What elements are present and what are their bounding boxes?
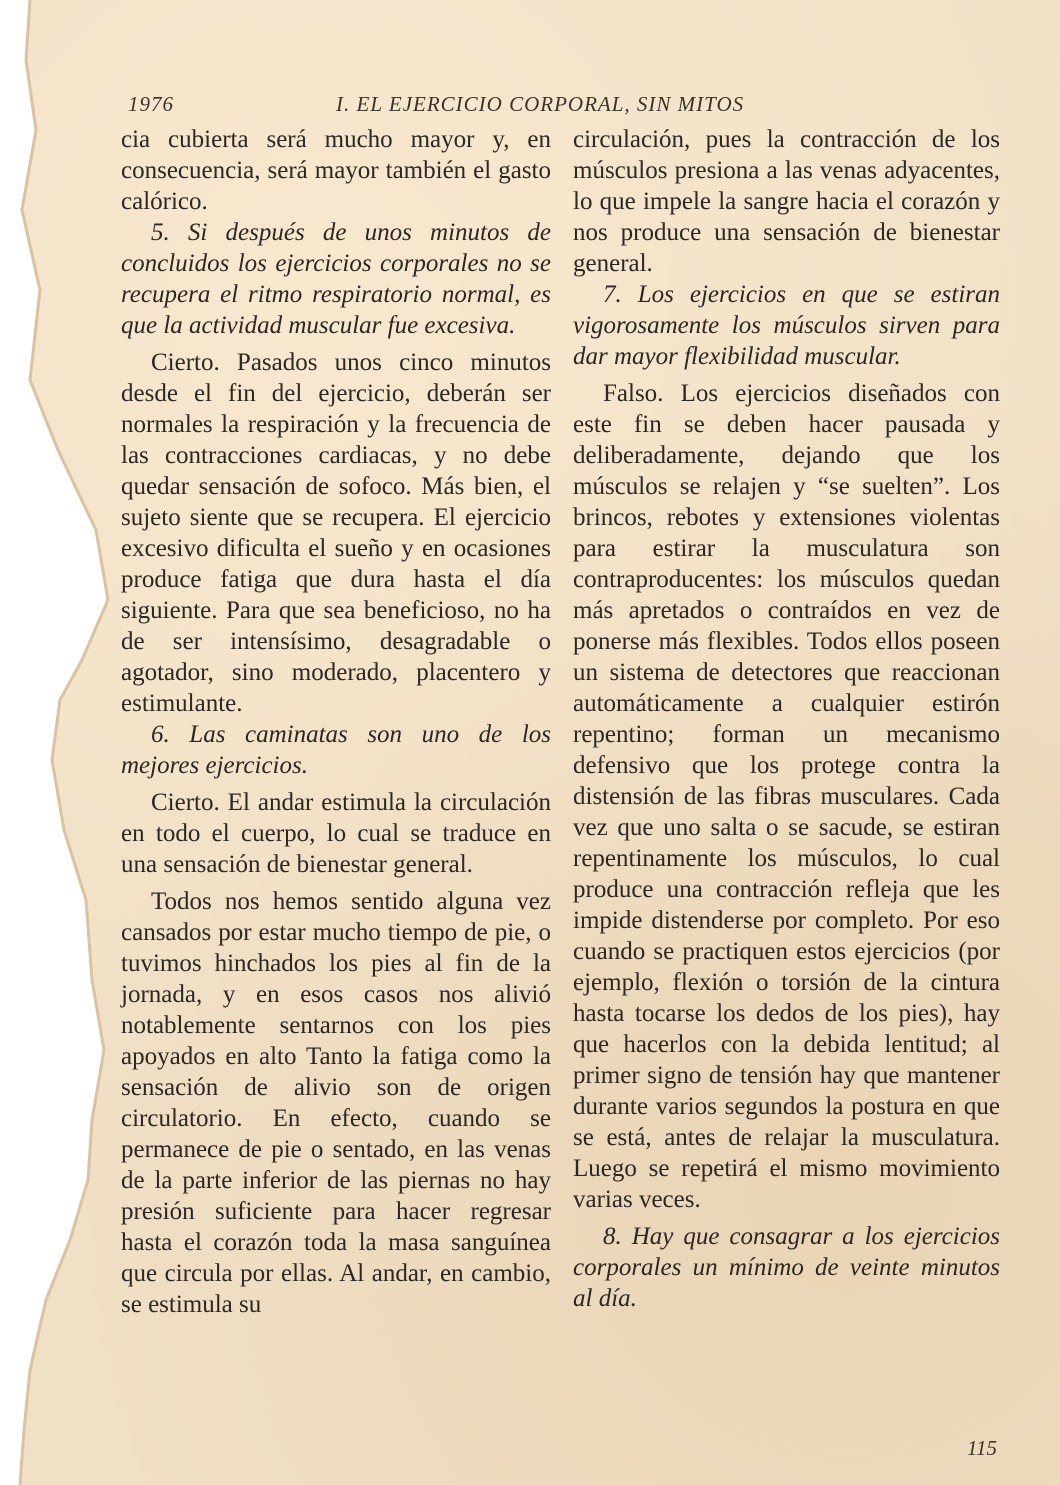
paragraph-6-continued: Todos nos hemos sentido alguna vez cansados por estar mucho tiempo de pie, o tuvimos hinchados los pies al fin de la jornada, y en esos casos nos alivió notablemente sentarnos con los pies apoyados en alto Tanto la fatiga como la sensación de alivio son de origen circulatorio. En efecto, cuando se permanece de pie o sentado, en las venas de la parte inferior de las piernas no hay presión suficiente para hacer regresar hasta el corazón toda la masa sanguínea que circula por ellas. Al andar, en cambio, se estimula su	[121, 888, 551, 1318]
chapter-title: I. EL EJERCICIO CORPORAL, SIN MITOS	[336, 92, 745, 116]
question-8: 8. Hay que consagrar a los ejercicios corporales un mínimo de veinte minutos al día.	[573, 1223, 1000, 1312]
running-header	[128, 92, 788, 118]
question-6: 6. Las caminatas son uno de los mejores ejercicios.	[121, 721, 551, 779]
left-column	[121, 124, 551, 1320]
question-7: 7. Los ejercicios en que se estiran vigorosamente los músculos sirven para dar mayor flexibilidad muscular.	[573, 281, 1000, 370]
left-continuation-paragraph: cia cubierta será mucho mayor y, en consecuencia, será mayor también el gasto calórico.	[121, 126, 551, 215]
answer-7: Falso. Los ejercicios diseñados con este fin se deben hacer pausada y deliberadamente, dejando que los músculos se relajen y “se suelten”. Los brincos, rebotes y extensiones violentas para estirar la musculatura son contraproducentes: los músculos quedan más apretados o contraídos en vez de ponerse más flexibles. Todos ellos poseen un sistema de detectores que reaccionan automáticamente a cualquier estirón repentino; forman un mecanismo defensivo que los protege contra la distensión de las fibras musculares. Cada vez que uno salta o se sacude, se estiran repentinamente los músculos, lo cual produce una contracción refleja que les impide distenderse por completo. Por eso cuando se practiquen estos ejercicios (por ejemplo, flexión o torsión de la cintura hasta tocarse los dedos de los pies), hay que hacerlos con la debida lentitud; al primer signo de tensión hay que mantener durante varios segundos la postura en que se está, antes de relajar la musculatura. Luego se repetirá el mismo movimiento varias veces.	[573, 380, 1000, 1213]
right-column	[573, 124, 1000, 1314]
answer-5: Cierto. Pasados unos cinco minutos desde el fin del ejercicio, deberán ser normales la respiración y la frecuencia de las contracciones cardiacas, y no debe quedar sensación de sofoco. Más bien, el sujeto siente que se recupera. El ejercicio excesivo dificulta el sueño y en ocasiones produce fatiga que dura hasta el día siguiente. Para que sea beneficioso, no ha de ser intensísimo, desagradable o agotador, sino moderado, placentero y estimulante.	[121, 349, 551, 717]
torn-left-edge	[0, 0, 120, 1485]
right-continuation-paragraph: circulación, pues la contracción de los músculos presiona a las venas adyacentes, lo que impele la sangre hacia el corazón y nos produce una sensación de bienestar general.	[573, 126, 1000, 277]
answer-6: Cierto. El andar estimula la circulación en todo el cuerpo, lo cual se traduce en una sensación de bienestar general.	[121, 789, 551, 878]
page-number: 115	[967, 1436, 997, 1460]
header-year: 1976	[128, 92, 174, 116]
question-5: 5. Si después de unos minutos de concluidos los ejercicios corporales no se recupera el ritmo respiratorio normal, es que la actividad muscular fue excesiva.	[121, 219, 551, 339]
